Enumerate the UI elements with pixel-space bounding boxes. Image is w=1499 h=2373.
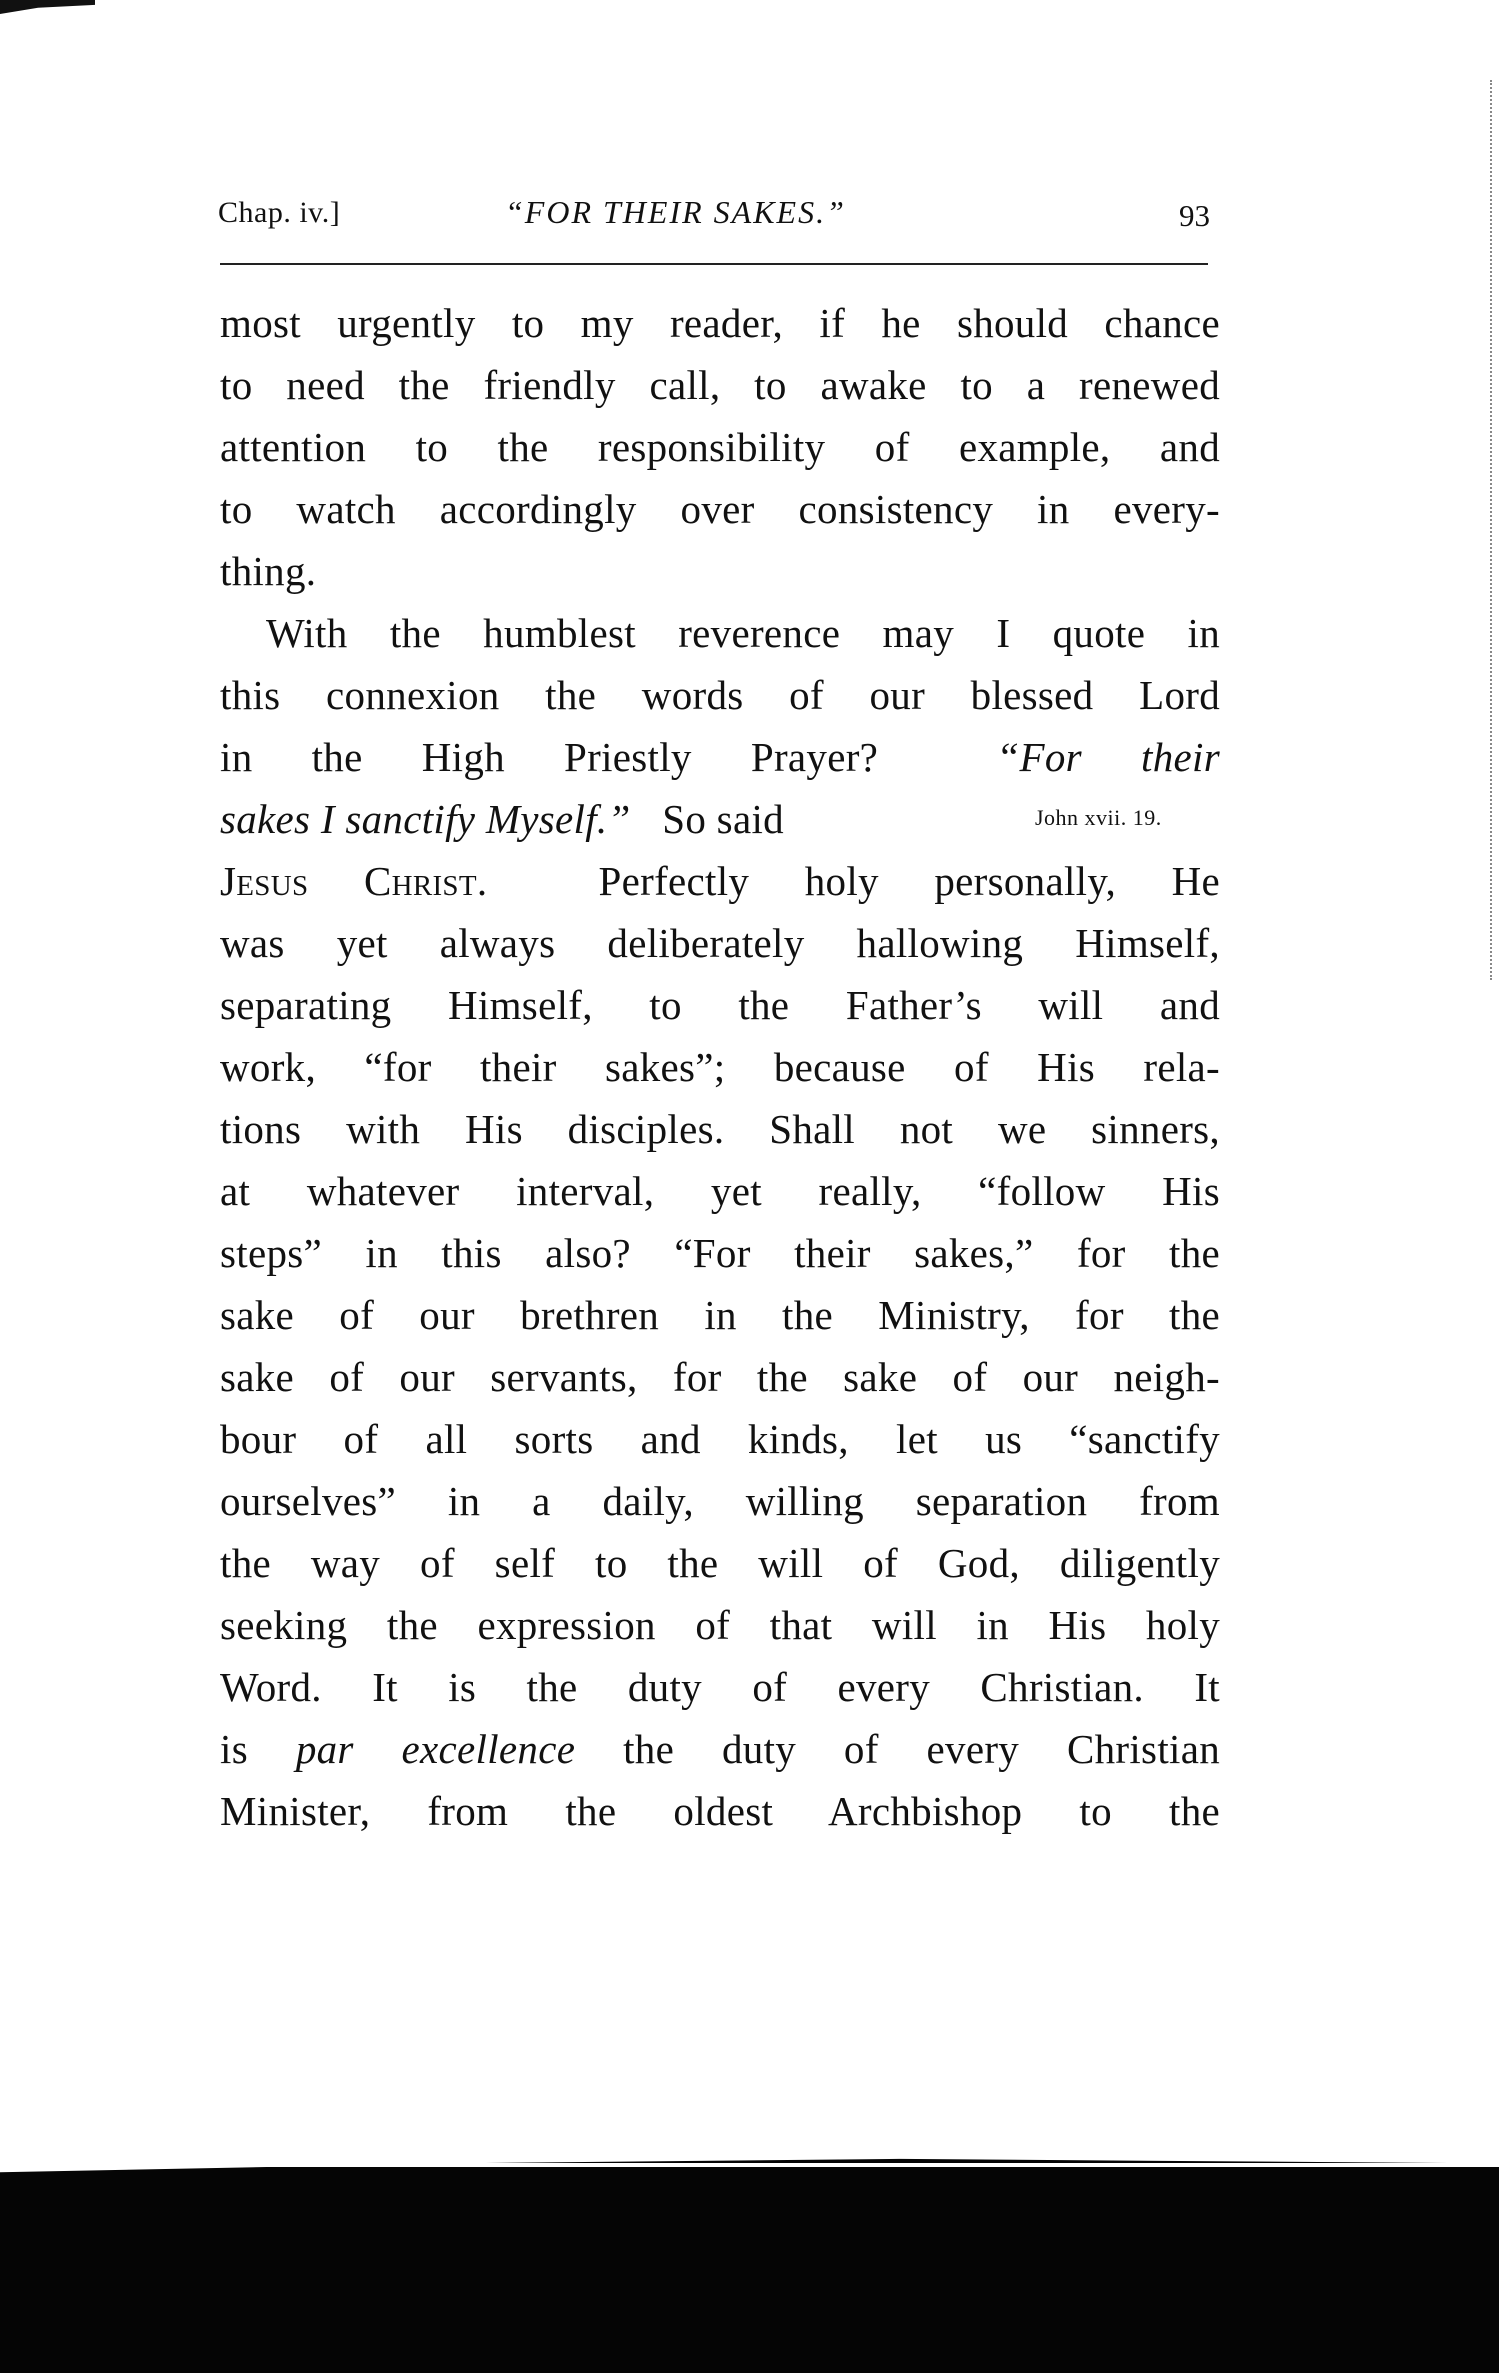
scan-bottom-band <box>0 2150 1499 2373</box>
text-line: steps” in this also? “For their sakes,” for the <box>220 1230 1220 1276</box>
text-line: tions with His disciples. Shall not we sinners, <box>220 1106 1220 1152</box>
text-run: Perfectly holy personally, He <box>598 858 1220 904</box>
text-run: . <box>476 858 488 904</box>
scan-band-gap <box>260 2163 1499 2167</box>
small-caps-initial: C <box>363 858 392 904</box>
quotation-italic: sakes I sanctify Myself.” <box>220 796 631 842</box>
text-line: Word. It is the duty of every Christian. It <box>220 1664 1220 1710</box>
page-number: 93 <box>1179 198 1210 233</box>
small-caps-run: esus <box>236 858 309 904</box>
text-line-mixed <box>220 850 1220 912</box>
body-text <box>220 292 1220 1842</box>
text-run: the duty of every Christian <box>623 1726 1220 1772</box>
running-head <box>218 190 1228 240</box>
text-line: seeking the expression of that will in His holy <box>220 1602 1220 1648</box>
text-run: So said <box>662 796 784 842</box>
chapter-label: Chap. iv.] <box>218 196 341 229</box>
text-line: the way of self to the will of God, diligently <box>220 1540 1220 1586</box>
running-title: “FOR THEIR SAKES.” <box>505 194 846 230</box>
text-line: this connexion the words of our blessed Lord <box>220 672 1220 718</box>
text-line: sake of our brethren in the Ministry, for the <box>220 1292 1220 1338</box>
text-line: sake of our servants, for the sake of our neigh- <box>220 1354 1220 1400</box>
phrase-italic: par excellence <box>295 1726 576 1772</box>
text-line: bour of all sorts and kinds, let us “sanctify <box>220 1416 1220 1462</box>
text-line: Minister, from the oldest Archbishop to the <box>220 1788 1220 1834</box>
text-line: attention to the responsibility of example, and <box>220 424 1220 470</box>
text-line: to need the friendly call, to awake to a renewed <box>220 362 1220 408</box>
text-line: thing. <box>220 548 317 594</box>
text-run: in the High Priestly Prayer? <box>220 734 879 780</box>
scan-edge-dots <box>1490 80 1494 980</box>
text-line-mixed <box>220 1718 1220 1780</box>
scan-mark <box>0 0 95 14</box>
text-line: was yet always deliberately hallowing Himself, <box>220 920 1220 966</box>
text-line: most urgently to my reader, if he should chance <box>220 300 1220 346</box>
header-rule <box>220 263 1208 265</box>
small-caps-run: hrist <box>391 858 477 904</box>
text-line: to watch accordingly over consistency in every- <box>220 486 1220 532</box>
margin-reference: John xvii. 19. <box>1035 805 1162 830</box>
quotation-italic: “For their <box>996 734 1220 780</box>
text-line: at whatever interval, yet really, “follow His <box>220 1168 1220 1214</box>
text-line: ourselves” in a daily, willing separation from <box>220 1478 1220 1524</box>
text-line-mixed <box>220 726 1220 788</box>
small-caps-initial: J <box>220 858 237 904</box>
text-line: work, “for their sakes”; because of His rela- <box>220 1044 1220 1090</box>
text-line: separating Himself, to the Father’s will and <box>220 982 1220 1028</box>
text-run: is <box>220 1726 248 1772</box>
text-line: With the humblest reverence may I quote in <box>266 610 1220 656</box>
